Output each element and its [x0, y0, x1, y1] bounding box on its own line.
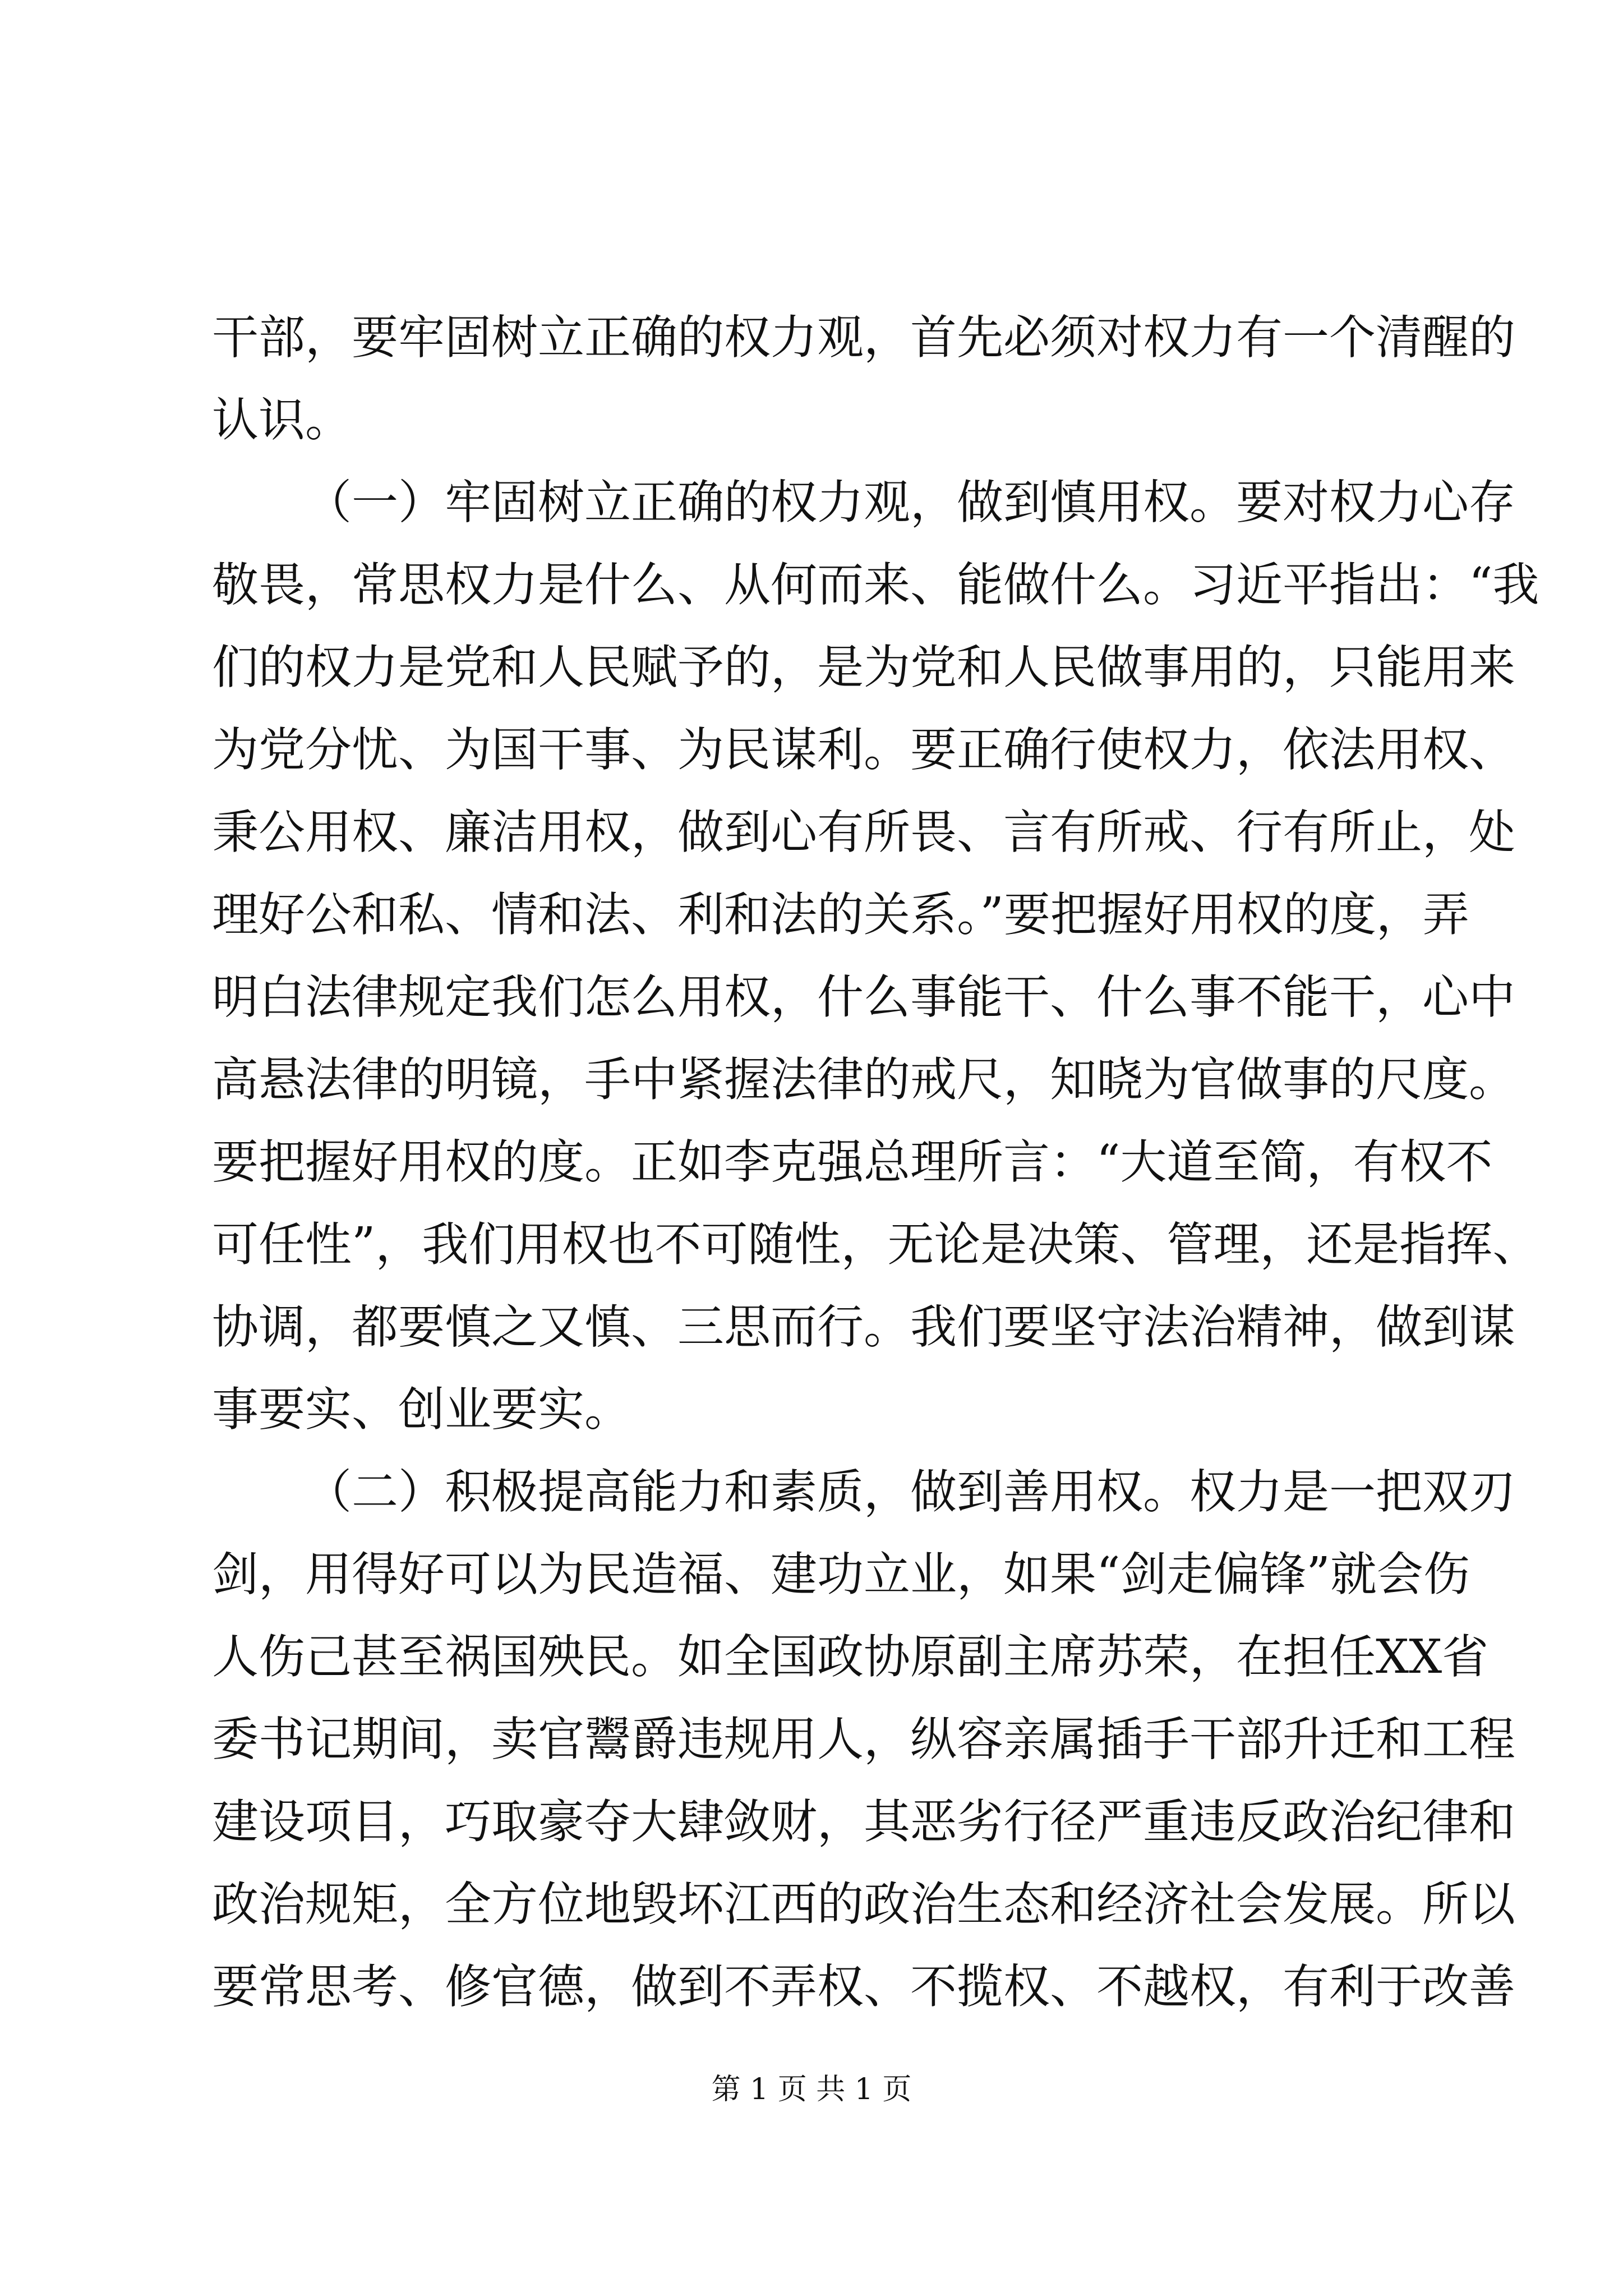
paragraph-section-one	[212, 461, 1539, 1451]
text-line: 人伤己甚至祸国殃民。如全国政协原副主席苏荣，在担任XX省	[212, 1630, 1489, 1684]
text-line: 可任性”，我们用权也不可随性，无论是决策、管理，还是指挥、	[212, 1217, 1539, 1272]
text-line: 们的权力是党和人民赋予的，是为党和人民做事用的，只能用来	[212, 640, 1515, 694]
paragraph-intro-tail	[212, 296, 1515, 461]
text-line: 协调，都要慎之又慎、三思而行。我们要坚守法治精神，做到谋	[212, 1300, 1515, 1354]
text-line: 秉公用权、廉洁用权，做到心有所畏、言有所戒、行有所止，处	[212, 805, 1515, 859]
text-line: 政治规矩，全方位地毁坏江西的政治生态和经济社会发展。所以	[212, 1877, 1515, 1931]
page-footer: 第 1 页 共 1 页	[711, 2073, 912, 2106]
text-line: （二）积极提高能力和素质，做到善用权。权力是一把双刃	[305, 1465, 1515, 1519]
text-line: 明白法律规定我们怎么用权，什么事能干、什么事不能干，心中	[212, 970, 1515, 1024]
text-line: 要把握好用权的度。正如李克强总理所言：“大道至简，有权不	[212, 1135, 1493, 1189]
text-line: 剑，用得好可以为民造福、建功立业，如果“剑走偏锋”就会伤	[212, 1547, 1470, 1602]
text-line: 干部，要牢固树立正确的权力观，首先必须对权力有一个清醒的	[212, 310, 1515, 365]
document-body	[212, 296, 1539, 2028]
text-line: 认识。	[212, 393, 352, 447]
text-line: 理好公和私、情和法、利和法的关系。”要把握好用权的度，弄	[212, 887, 1469, 942]
text-line: （一）牢固树立正确的权力观，做到慎用权。要对权力心存	[305, 475, 1515, 530]
text-line: 敬畏，常思权力是什么、从何而来、能做什么。习近平指出：“我	[212, 558, 1539, 612]
text-line: 建设项目，巧取豪夺大肆敛财，其恶劣行径严重违反政治纪律和	[212, 1795, 1515, 1849]
paragraph-section-two	[212, 1451, 1515, 2028]
text-line: 要常思考、修官德，做到不弄权、不揽权、不越权，有利于改善	[212, 1959, 1515, 2014]
text-line: 为党分忧、为国干事、为民谋利。要正确行使权力，依法用权、	[212, 723, 1515, 777]
text-line: 委书记期间，卖官鬻爵违规用人，纵容亲属插手干部升迁和工程	[212, 1712, 1515, 1766]
text-line: 高悬法律的明镜，手中紧握法律的戒尺，知晓为官做事的尺度。	[212, 1052, 1515, 1107]
text-line: 事要实、创业要实。	[212, 1382, 631, 1437]
